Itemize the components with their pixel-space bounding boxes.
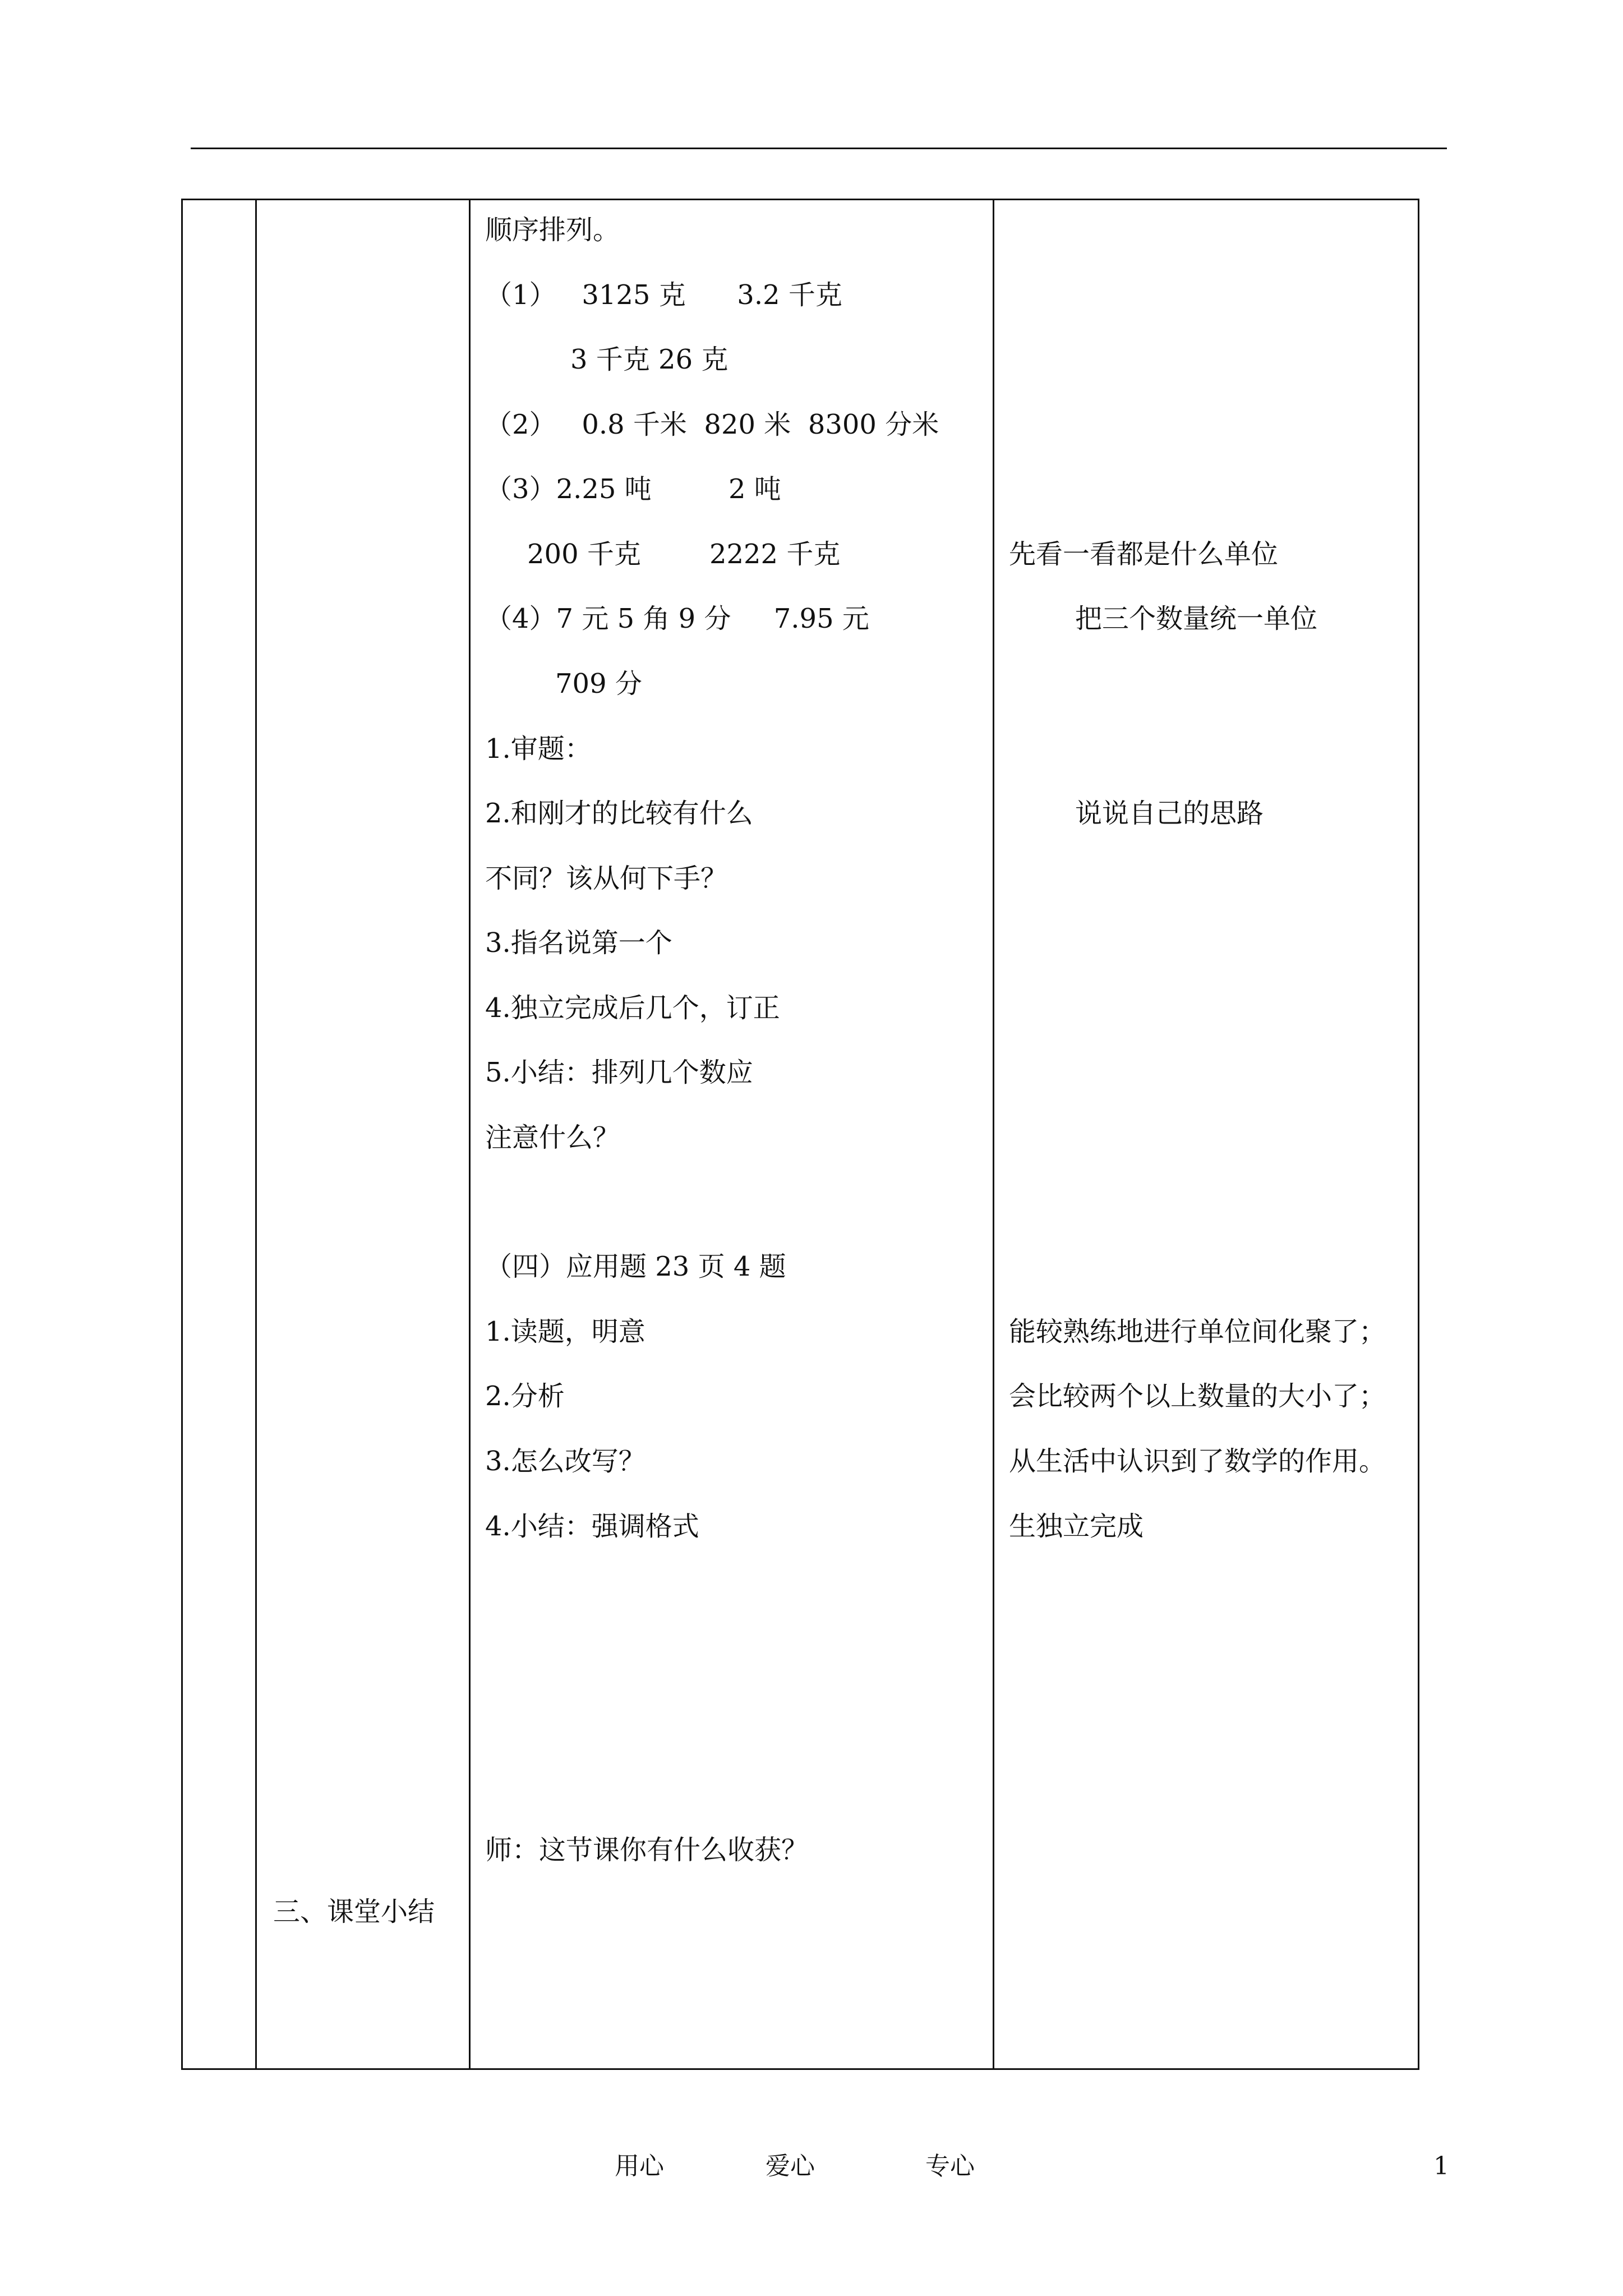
teaching-line: 2.和刚才的比较有什么: [485, 798, 753, 829]
teaching-line: 顺序排列。: [485, 214, 620, 246]
teaching-line: 709 分: [555, 668, 642, 700]
section-title-class-summary: 三、课堂小结: [273, 1896, 435, 1927]
table-column-divider-3: [993, 199, 994, 2070]
teaching-line: 1.审题：: [485, 733, 592, 765]
student-activity-line: 说说自己的思路: [1075, 798, 1264, 829]
teaching-line: 注意什么？: [485, 1122, 620, 1153]
teaching-line: （4）7 元 5 角 9 分 7.95 元: [485, 603, 869, 634]
student-activity-line: 把三个数量统一单位: [1075, 603, 1318, 634]
teaching-line: 5.小结：排列几个数应: [485, 1057, 753, 1088]
teaching-line: （3）2.25 吨 2 吨: [485, 473, 781, 505]
table-column-divider-1: [255, 199, 257, 2070]
teaching-line: 1.读题，明意: [485, 1316, 645, 1347]
header-rule: [191, 148, 1447, 149]
footer-word-3: 专心: [925, 2152, 975, 2180]
student-activity-line: 会比较两个以上数量的大小了；: [1009, 1381, 1386, 1412]
student-activity-line: 从生活中认识到了数学的作用。: [1009, 1446, 1386, 1477]
teaching-line: 2.分析: [485, 1381, 565, 1412]
teaching-line: （2） 0.8 千米 820 米 8300 分米: [485, 409, 939, 440]
teaching-line: 师：这节课你有什么收获？: [485, 1834, 809, 1866]
teaching-line: （四）应用题 23 页 4 题: [485, 1251, 786, 1282]
teaching-line: 3 千克 26 克: [570, 344, 728, 375]
student-activity-line: 先看一看都是什么单位: [1009, 539, 1279, 570]
teaching-line: 不同？该从何下手？: [485, 863, 728, 894]
teaching-line: 4.小结：强调格式: [485, 1511, 699, 1542]
teaching-line: 200 千克 2222 千克: [527, 539, 841, 570]
footer-word-1: 用心: [615, 2152, 664, 2180]
student-activity-line: 生独立完成: [1009, 1511, 1144, 1542]
teaching-line: 4.独立完成后几个，订正: [485, 992, 780, 1024]
table-column-divider-2: [469, 199, 471, 2070]
teaching-line: 3.指名说第一个: [485, 927, 672, 959]
teaching-line: （1） 3125 克 3.2 千克: [485, 279, 842, 311]
teaching-line: 3.怎么改写？: [485, 1446, 645, 1477]
student-activity-line: 能较熟练地进行单位间化聚了；: [1009, 1316, 1386, 1347]
page-number: 1: [1433, 2152, 1449, 2180]
lesson-table: [181, 199, 1419, 2070]
footer-word-2: 爱心: [766, 2152, 815, 2180]
